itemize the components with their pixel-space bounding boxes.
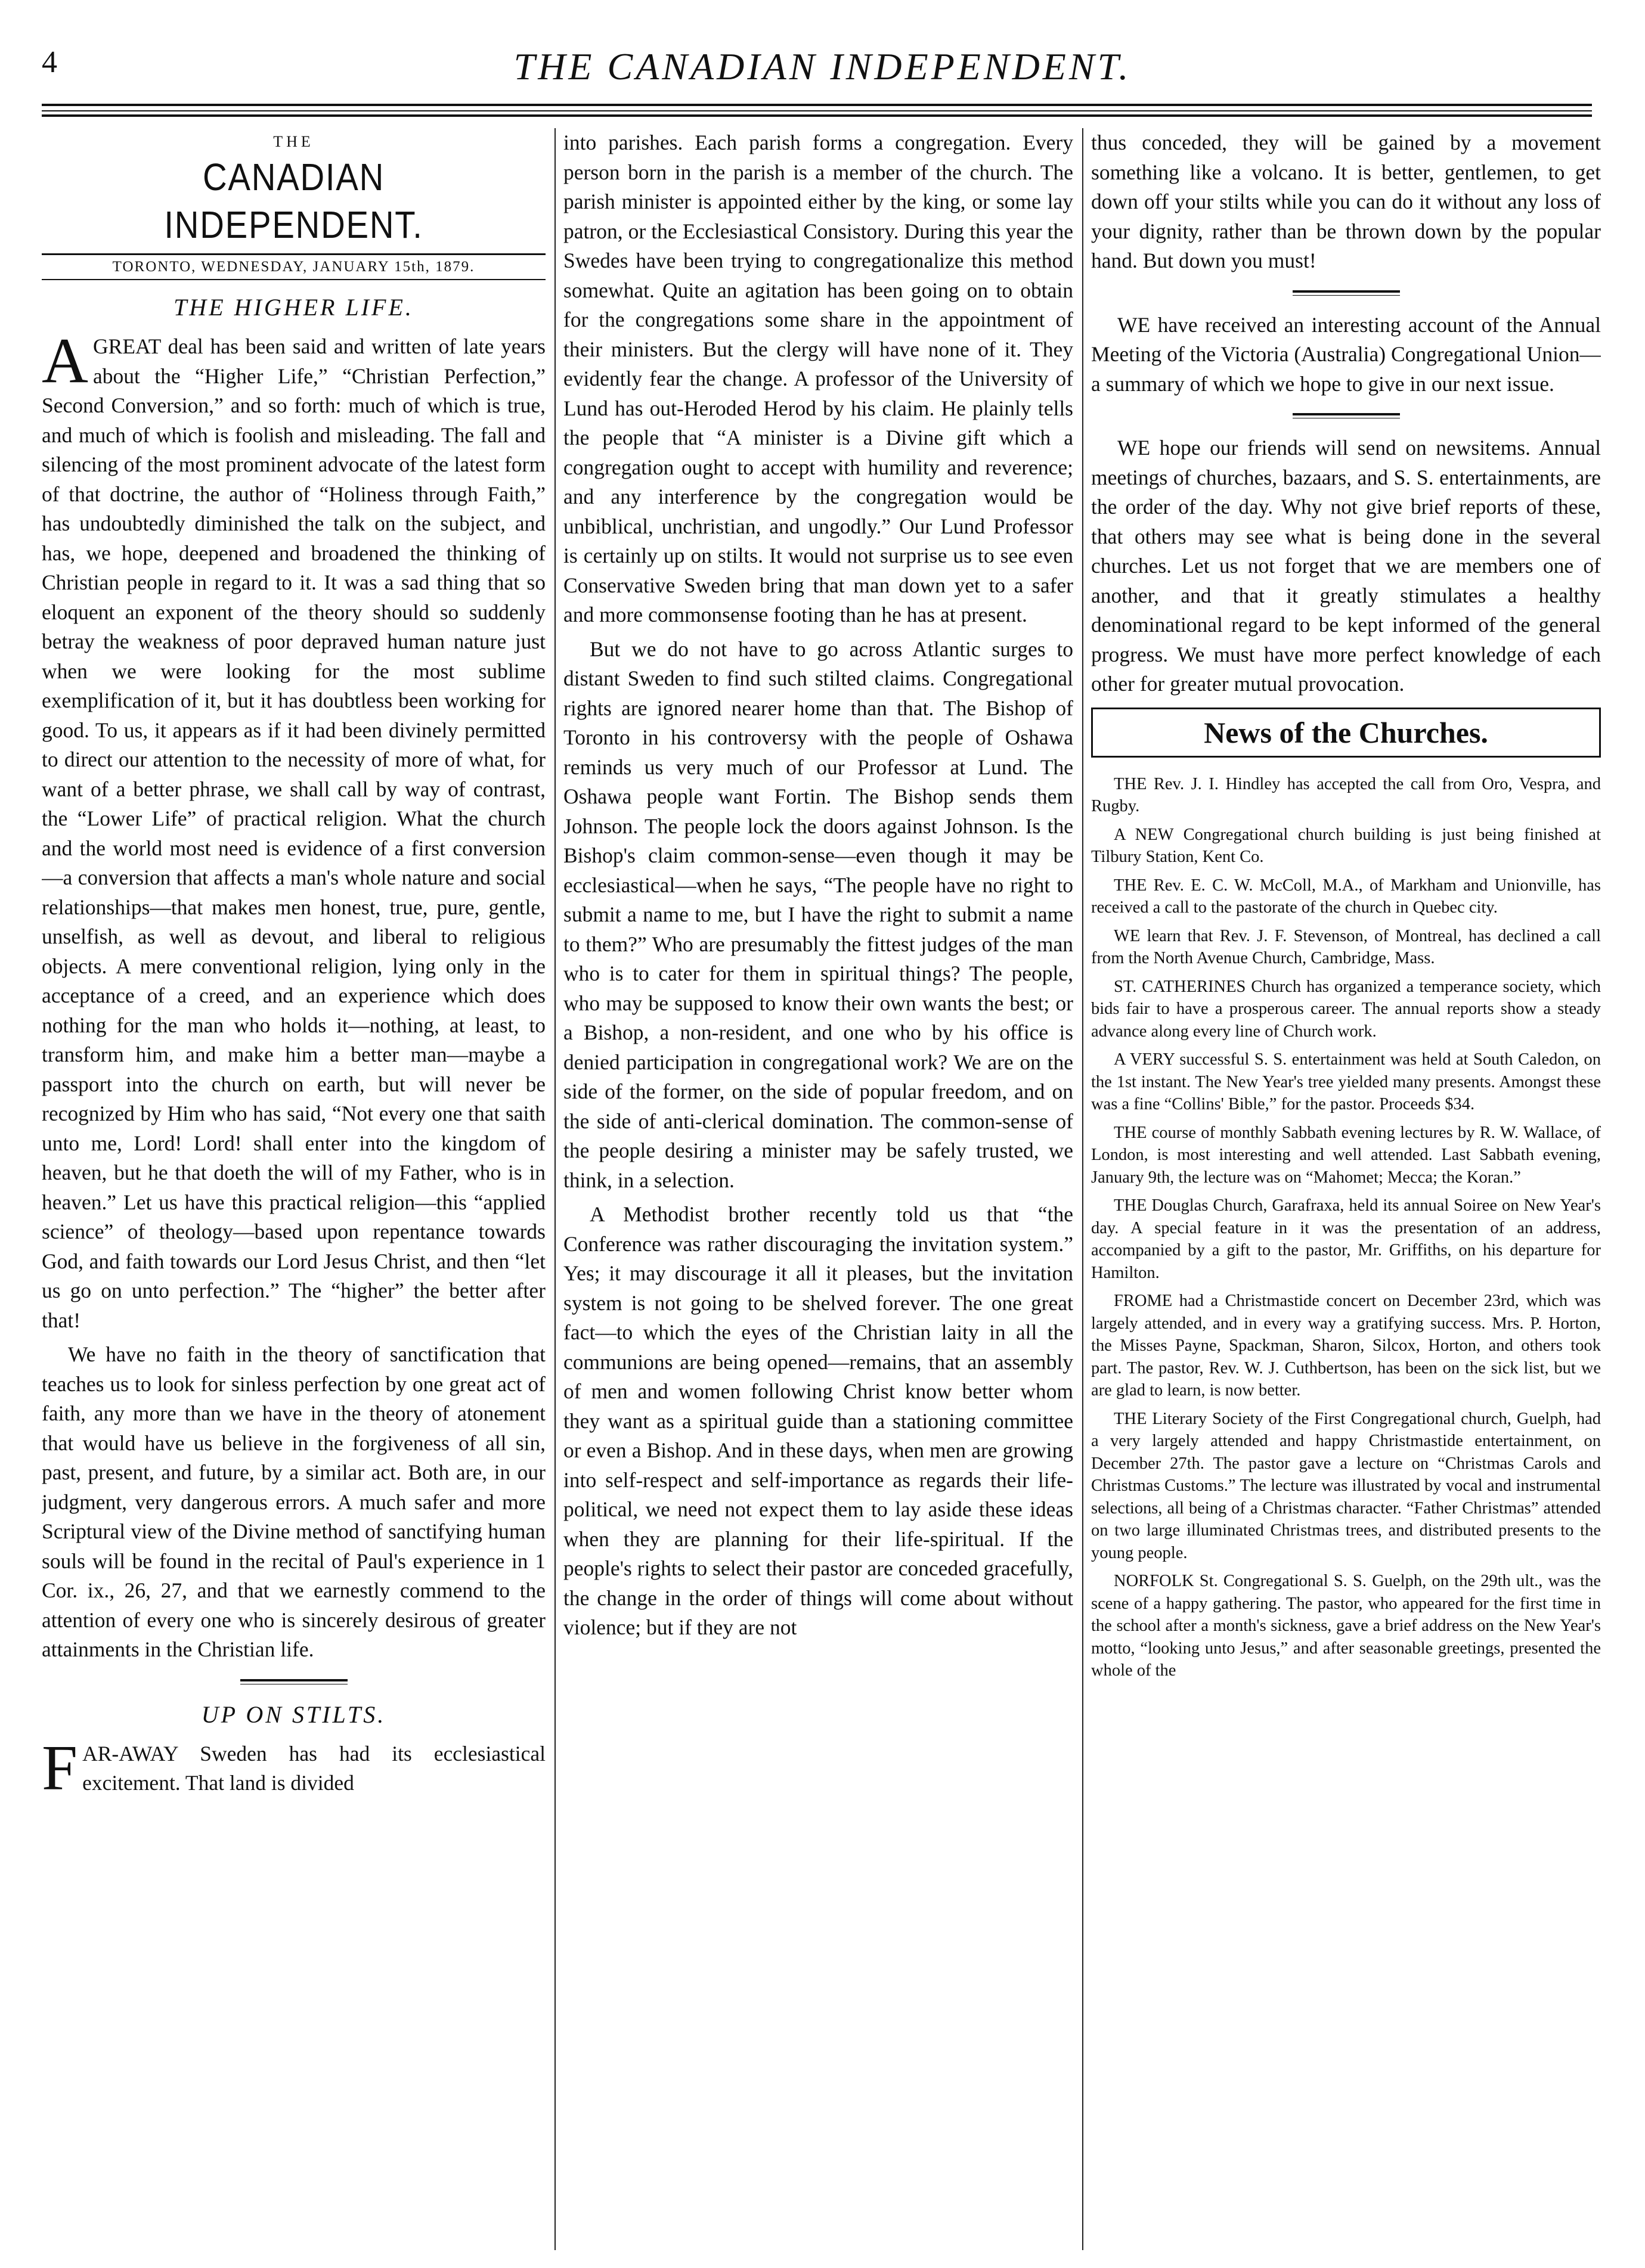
article-paragraph: into parishes. Each parish forms a congregation. Every person born in the parish is a member of the church. The parish minister is appointed either by the king, or some lay patron, or the Ecclesiastical Consistory. During this year the Swedes have been trying to congregationalize this method somewhat. Quite an agitation has been going on to obtain for the congregations some share in the appointment of their ministers. But the clergy will have none of it. They evidently fear the change. A professor of the University of Lund has out-Heroded Herod by his claim. He plainly tells the people that “A minister is a Divine gift which a congregation ought to accept with humility and reverence; and any interference by the congregation would be unbiblical, unchristian, and ungodly.” Our Lund Professor is certainly up on stilts. It would not surprise us to see even Conservative Sweden bring that man down yet to a safer and more commonsense footing than he has at present. <box>563 131 1073 626</box>
article-title-stilts: UP ON STILTS. <box>201 1701 386 1728</box>
editorial-note: WE have received an interesting account of the Annual Meeting of the Victoria (Australia) Congregational Union—a summary of which we hope to give in our next issue. <box>1091 312 1601 396</box>
masthead-the: THE <box>273 133 314 150</box>
column-rule <box>1082 128 1083 2250</box>
column-rule <box>554 128 556 2250</box>
news-item: WE learn that Rev. J. F. Stevenson, of Montreal, has declined a call from the North Avenue Church, Cambridge, Mass. <box>1091 926 1601 967</box>
news-item: NORFOLK St. Congregational S. S. Guelph, on the 29th ult., was the scene of a happy gathering. The pastor, who appeared for the first time in the school after a month's sickness, gave a brief address on the New Year's motto, “looking unto Jesus,” and after seasonable greetings, presented the whole of the <box>1091 1572 1601 1680</box>
news-item: THE Rev. J. I. Hindley has accepted the call from Oro, Vespra, and Rugby. <box>1091 774 1601 815</box>
dateline: TORONTO, WEDNESDAY, JANUARY 15th, 1879. <box>42 253 546 280</box>
article-paragraph <box>42 325 546 1335</box>
masthead-title: CANADIAN INDEPENDENT. <box>164 156 423 246</box>
section-divider <box>1091 288 1601 299</box>
article-paragraph <box>42 1732 546 1804</box>
page-number: 4 <box>42 45 57 79</box>
news-heading: News of the Churches. <box>1091 708 1601 758</box>
news-item: FROME had a Christmastide concert on December 23rd, which was largely attended, and in every way a gratifying success. Mrs. P. Horton, the Misses Payne, Spackman, Sharon, Silcox, Horton, and others took part. The pastor, Rev. W. J. Cuthbertson, has been on the sick list, but we are glad to learn, is now better. <box>1091 1292 1601 1400</box>
drop-cap: F <box>42 1732 78 1804</box>
header-rules <box>42 101 1592 119</box>
section-divider <box>1091 411 1601 421</box>
news-item: THE Douglas Church, Garafraxa, held its annual Soiree on New Year's day. A special feature in it was the presentation of an address, accompanied by a gift to the pastor, Mr. Griffiths, on his departure for Hamilton. <box>1091 1196 1601 1282</box>
article-title-higher-life: THE HIGHER LIFE. <box>174 294 414 321</box>
drop-cap: A <box>42 325 88 396</box>
column-one <box>42 128 546 2250</box>
news-item: THE course of monthly Sabbath evening lectures by R. W. Wallace, of London, is most interesting and well attended. Last Sabbath evening, January 9th, the lecture was on “Mahomet; Mecca; the Koran.” <box>1091 1123 1601 1187</box>
paragraph-text: AR-AWAY Sweden has had its ecclesiastical excitement. That land is divided <box>82 1741 546 1795</box>
news-item: A VERY successful S. S. entertainment was held at South Caledon, on the 1st instant. The New Year's tree yielded many presents. Amongst these was a fine “Collins' Bible,” for the pastor. Proceeds $34. <box>1091 1050 1601 1113</box>
running-title: THE CANADIAN INDEPENDENT. <box>513 45 1132 88</box>
article-paragraph: A Methodist brother recently told us that “the Conference was rather discouraging the invitation system.” Yes; it may discourage it all it pleases, but the invitation system is not going to be shelved forever. The one great fact—to which the eyes of the Christian laity in all the communions are being opened—remains, that an assembly of men and women following Christ know better whom they want as a spiritual guide than a stationing committee or even a Bishop. And in these days, when men are growing into self-respect and self-importance as regards their life-political, we need not expect them to lay aside these ideas when they are planning for their life-spiritual. If the people's rights to select their pastor are conceded gracefully, the change in the order of things will come about without violence; but if they are not <box>563 1202 1073 1639</box>
article-paragraph: But we do not have to go across Atlantic surges to distant Sweden to find such stilted claims. Congregational rights are ignored nearer home than that. The Bishop of Toronto in his controversy with the people of Oshawa reminds us very much of our Professor at Lund. The Oshawa people want Fortin. The Bishop sends them Johnson. The people lock the doors against Johnson. Is the Bishop's claim common-sense—even though it may be ecclesiastical—when he says, “The people have no right to submit a name to me, but I have the right to submit a name to them?” Who are presumably the fittest judges of the man who is to cater for them in spiritual things? The people, who may be supposed to know their own wants the best; or a Bishop, a non-resident, and one who by his office is denied participation in congregational work? We are on the side of the former, on the side of popular freedom, and on the side of anti-clerical domination. The common-sense of the people desiring a minister may be safely trusted, we think, in a selection. <box>563 637 1073 1192</box>
news-item: THE Literary Society of the First Congregational church, Guelph, had a very largely attended and happy Christmastide entertainment, on December 27th. The pastor gave a lecture on “Christmas Carols and Christmas Customs.” The lecture was illustrated by vocal and instrumental selections, all being of a Christmas character. “Father Christmas” attended on two large illuminated Christmas trees, and distributed presents to the young people. <box>1091 1409 1601 1562</box>
article-paragraph: We have no faith in the theory of sanctification that teaches us to look for sinless perfection by one great act of faith, any more than we have in the theory of atonement that would have us believe in the forgiveness of all sin, past, present, and future, by a similar act. Both are, in our judgment, very dangerous errors. A much safer and more Scriptural view of the Divine method of sanctifying human souls will be found in the recital of Paul's experience in 1 Cor. ix., 26, 27, and that we earnestly commend to the attention of every one who is sincerely desirous of greater attainments in the Christian life. <box>42 1342 546 1661</box>
article-paragraph: thus conceded, they will be gained by a movement something like a volcano. It is better, gentlemen, to get down off your stilts while you can do it without any loss of your dignity, rather than be thrown down by the popular hand. But down you must! <box>1091 131 1601 272</box>
news-list <box>1091 773 1601 1682</box>
section-divider <box>42 1677 546 1687</box>
column-three <box>1091 128 1601 2250</box>
news-item: A NEW Congregational church building is just being finished at Tilbury Station, Kent Co. <box>1091 825 1601 866</box>
column-two <box>563 128 1073 2250</box>
news-item: THE Rev. E. C. W. McColl, M.A., of Markham and Unionville, has received a call to the pastorate of the church in Quebec city. <box>1091 876 1601 917</box>
news-item: ST. CATHERINES Church has organized a temperance society, which bids fair to have a prosperous career. The annual reports show a steady advance along every line of Church work. <box>1091 977 1601 1041</box>
editorial-note: WE hope our friends will send on newsitems. Annual meetings of churches, bazaars, and S. S. entertainments, are the order of the day. Why not give brief reports of these, that others may see what is being done in the several churches. Let us not forget that we are members one of another, and that it greatly stimulates a healthy denominational regard to be kept informed of the general progress. We must have more perfect knowledge of each other for greater mutual provocation. <box>1091 436 1601 696</box>
paragraph-text: GREAT deal has been said and written of late years about the “Higher Life,” “Christian Perfection,” Second Conversion,” and so forth: much of which is true, and much of which is foolish and misleading. The fall and silencing of the most prominent advocate of the latest form of that doctrine, the author of “Holiness through Faith,” has undoubtedly diminished the talk on the subject, and has, we hope, deepened and broadened the thinking of Christian people in regard to it. It was a sad thing that so eloquent an exponent of the theory should so suddenly betray the weakness of poor depraved human nature just when we were looking for the most sublime exemplification of it, but it has doubtless been working for good. To us, it appears as if it had been divinely permitted to direct our attention to the necessity of more of what, for want of a better phrase, we shall call by way of contrast, the “Lower Life” of practical religion. What the church and the world most need is evidence of a first conversion—a conversion that affects a man's whole nature and social relationships—that makes men honest, true, pure, gentle, unselfish, as well as devout, and liberal to religious objects. A mere conventional religion, lying only in the acceptance of a creed, and an experience which does nothing for the man who holds it—nothing, at least, to transform him, and make him a better man—maybe a passport into the church on earth, but will never be recognized by Him who has said, “Not every one that saith unto me, Lord! Lord! shall enter into the kingdom of heaven, but he that doeth the will of my Father, who is in heaven.” Let us have this practical religion—this “applied science” of theology—based upon repentance towards God, and faith towards our Lord Jesus Christ, and then “let us go on unto perfection.” The “higher” the better after that! <box>42 334 546 1332</box>
